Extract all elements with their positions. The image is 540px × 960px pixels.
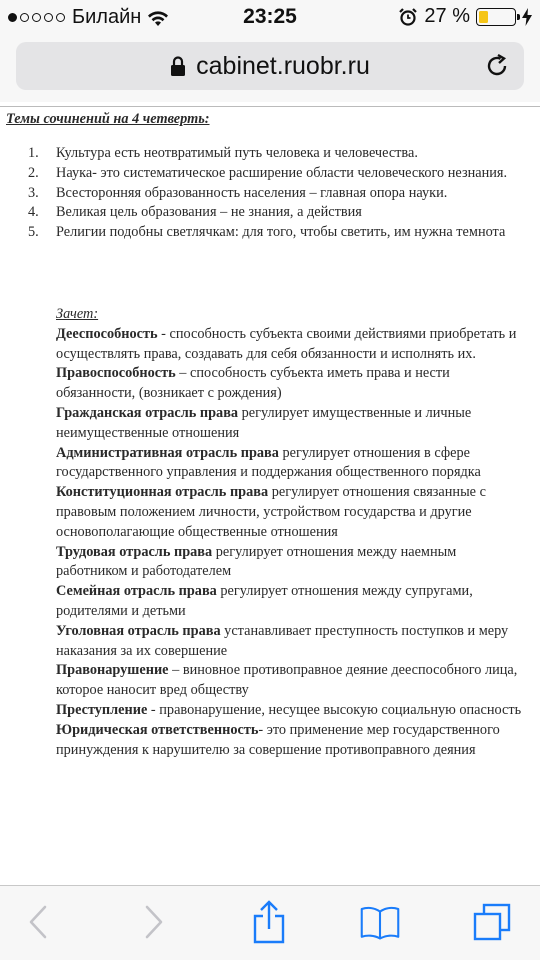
share-icon (251, 900, 287, 944)
definition-item (56, 543, 526, 583)
browser-nav-area (0, 36, 540, 102)
battery-icon (476, 8, 516, 26)
topic-item (28, 223, 508, 243)
topic-item (28, 164, 508, 184)
definition-term: Юридическая ответственность (56, 721, 259, 738)
topic-text: Наука- это систематическое расширение области человеческого незнания. (56, 164, 508, 181)
tabs-icon (472, 902, 512, 942)
status-right (398, 5, 532, 28)
definition-term: Конституционная отрасль права (56, 484, 269, 501)
back-icon (27, 904, 49, 940)
topic-number: 3. (28, 184, 39, 201)
definition-text: – виновное противоправное деяние дееспособного лица, которое наносит вред обществу (56, 662, 518, 699)
definition-item (56, 622, 526, 662)
topic-number: 5. (28, 224, 39, 241)
topic-number: 2. (28, 164, 39, 181)
credit-title: Зачет: (56, 306, 99, 322)
definition-item (56, 721, 526, 761)
clock-time: 23:25 (243, 5, 297, 28)
credit-section (56, 305, 526, 760)
definition-term: Правонарушение (56, 662, 169, 679)
definition-text: регулирует отношения связанные с правовым положением личности, устройством государства и другие основополагающие общественные отношения (56, 484, 486, 540)
address-bar[interactable] (16, 42, 524, 90)
forward-button[interactable] (134, 902, 174, 942)
topic-text: Всесторонняя образованность населения – главная опора науки. (56, 184, 448, 201)
definition-item (56, 364, 526, 404)
bookmarks-button[interactable] (360, 902, 400, 942)
definition-text: - способность субъекта своими действиями приобретать и осуществлять права, создавать для себя обязанности и исполнять их. (56, 325, 517, 362)
topic-text: Великая цель образования – не знания, а действия (56, 204, 362, 221)
topic-item (28, 184, 508, 204)
definition-text: регулирует отношения между супругами, родителями и детьми (56, 583, 473, 619)
definition-text: регулирует отношения в сфере государственного управления и поддержания общественного порядка (56, 444, 481, 481)
page-divider (0, 106, 540, 107)
definition-term: Уголовная отрасль права (56, 622, 221, 639)
definition-text: - правонарушение, несущее высокую социальную опасность (147, 701, 522, 718)
definition-item (56, 325, 526, 365)
topic-item (28, 144, 508, 164)
carrier-name: Билайн (72, 6, 142, 28)
definition-item (56, 444, 526, 484)
essay-topics-list (28, 144, 508, 243)
bookmarks-icon (360, 902, 400, 942)
definition-text: – способность субъекта иметь права и нести обязанности, (возникает с рождения) (56, 365, 450, 402)
back-button[interactable] (18, 902, 58, 942)
reload-icon[interactable] (484, 53, 510, 79)
alarm-icon (398, 7, 418, 27)
tabs-button[interactable] (472, 902, 512, 942)
definition-term: Семейная отрасль права (56, 583, 217, 600)
battery-level (479, 11, 488, 23)
definition-item (56, 404, 526, 444)
topic-number: 1. (28, 145, 39, 161)
definition-text: регулирует отношения между наемным работником и работодателем (56, 543, 457, 580)
definition-item (56, 582, 526, 622)
share-button[interactable] (249, 902, 289, 942)
topic-text: Религии подобны светлячкам: для того, чтобы светить, им нужна темнота (56, 224, 506, 241)
definition-text: регулирует имущественные и личные неимущественные отношения (56, 404, 472, 441)
definition-text: - это применение мер государственного принуждения к нарушителю за совершение противоправного деяния (56, 721, 500, 758)
forward-icon (143, 904, 165, 940)
definition-item (56, 661, 526, 701)
definition-text: устанавливает преступность поступков и меру наказания за их совершение (56, 622, 509, 659)
definition-term: Трудовая отрасль права (56, 543, 213, 560)
definition-term: Административная отрасль права (56, 444, 279, 461)
charging-icon (522, 8, 532, 26)
lock-icon (170, 55, 186, 77)
definition-term: Преступление (56, 701, 148, 718)
status-bar (0, 0, 540, 36)
topic-item (28, 203, 508, 223)
topic-number: 4. (28, 204, 39, 221)
browser-toolbar (0, 885, 540, 960)
definition-term: Гражданская отрасль права (56, 404, 239, 421)
definition-term: Дееспособность (56, 325, 158, 342)
definition-item (56, 701, 526, 721)
document-page (0, 102, 540, 885)
topic-text: Культура есть неотвратимый путь человека и человечества. (56, 145, 418, 161)
definition-term: Правоспособность (56, 365, 176, 382)
topics-title: Темы сочинений на 4 четверть: (6, 111, 210, 127)
definition-item (56, 483, 526, 542)
battery-percent: 27 % (424, 5, 470, 27)
url-text[interactable]: cabinet.ruobr.ru (196, 51, 370, 80)
